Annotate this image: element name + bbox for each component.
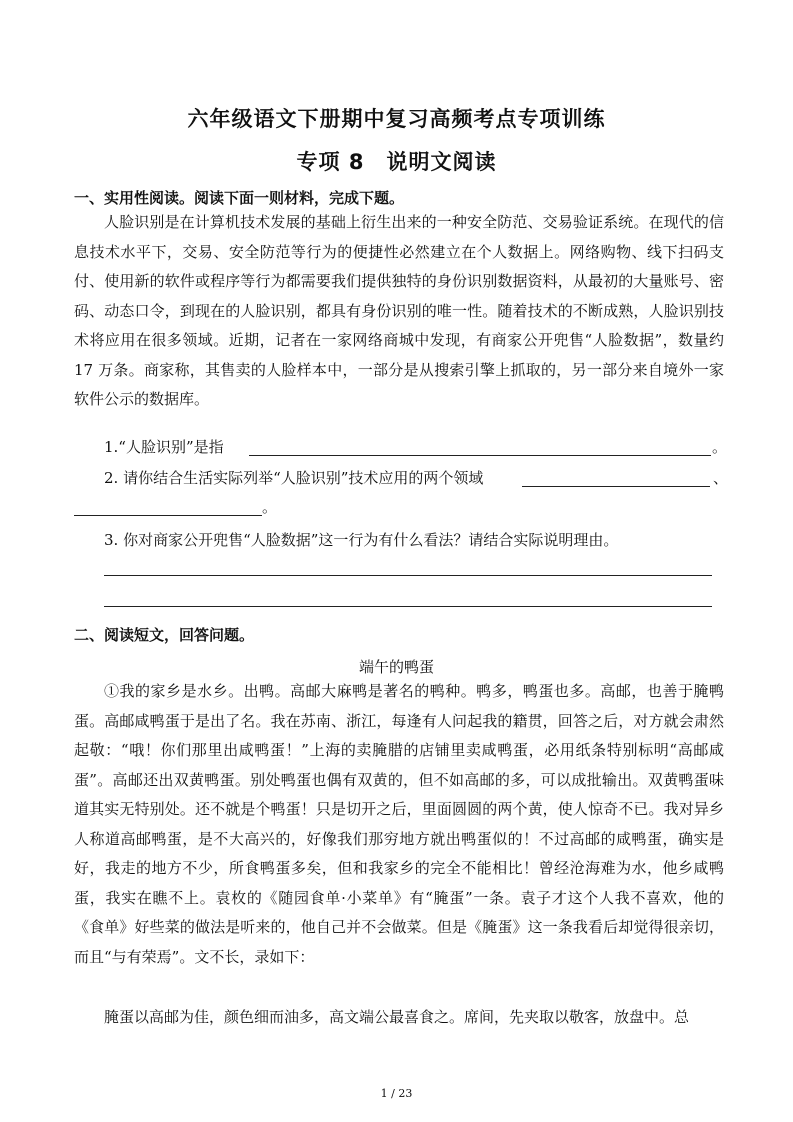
answer-line-q2a[interactable] <box>522 486 710 487</box>
section1-heading: 一、实用性阅读。阅读下面一则材料，完成下题。 <box>74 189 405 207</box>
answer-line-q3a[interactable] <box>104 575 712 576</box>
question-1-end: 。 <box>712 438 728 456</box>
article-paragraph-1: ①我的家乡是水乡。出鸭。高邮大麻鸭是著名的鸭种。鸭多，鸭蛋也多。高邮，也善于腌鸭蛋。高邮咸鸭蛋于是出了名。我在苏南、浙江，每逢有人问起我的籍贯，回答之后，对方就会肃然起敬：“哦！你们那里出咸鸭蛋！”上海的卖腌腊的店铺里卖咸鸭蛋，必用纸条特别标明“高邮咸蛋”。高邮还出双黄鸭蛋。别处鸭蛋也偶有双黄的，但不如高邮的多，可以成批输出。双黄鸭蛋味道其实无特别处。还不就是个鸭蛋！只是切开之后，里面圆圆的两个黄，使人惊奇不已。我对异乡人称道高邮鸭蛋，是不大高兴的，好像我们那穷地方就出鸭蛋似的！不过高邮的咸鸭蛋，确实是好，我走的地方不少，所食鸭蛋多矣，但和我家乡的完全不能相比！曾经沧海难为水，他乡咸鸭蛋，我实在瞧不上。袁枚的《随园食单·小菜单》有“腌蛋”一条。袁子才这个人我不喜欢，他的《食单》好些菜的做法是听来的，他自己并不会做菜。但是《腌蛋》这一条我看后却觉得很亲切，而且“与有荣焉”。文不长，录如下： <box>74 682 724 966</box>
answer-line-q3b[interactable] <box>104 606 712 607</box>
question-2-end: 。 <box>262 498 278 516</box>
question-2: 2. 请你结合生活实际列举“人脸识别”技术应用的两个领域 <box>104 469 484 487</box>
answer-line-q1[interactable] <box>249 455 711 456</box>
page-number: 1 / 23 <box>380 1087 413 1100</box>
answer-line-q2b[interactable] <box>74 515 262 516</box>
page-title: 六年级语文下册期中复习高频考点专项训练 <box>187 107 606 131</box>
section2-heading: 二、阅读短文，回答问题。 <box>74 626 255 644</box>
question-1: 1.“人脸识别”是指 <box>104 438 224 456</box>
article-paragraph-2: 腌蛋以高邮为佳，颜色细而油多，高文端公最喜食之。席间，先夹取以敬客，放盘中。总 <box>104 1008 690 1026</box>
question-2-sep: 、 <box>713 469 729 487</box>
article-title: 端午的鸭蛋 <box>358 658 434 676</box>
page-subtitle: 专项 8 说明文阅读 <box>296 150 497 174</box>
question-3: 3. 你对商家公开兜售“人脸数据”这一行为有什么看法？请结合实际说明理由。 <box>104 531 619 549</box>
section1-passage: 人脸识别是在计算机技术发展的基础上衍生出来的一种安全防范、交易验证系统。在现代的信息技术水平下，交易、安全防范等行为的便捷性必然建立在个人数据上。网络购物、线下扫码支付、使用新的软件或程序等行为都需要我们提供独特的身份识别数据资料，从最初的大量账号、密码、动态口令，到现在的人脸识别，都具有身份识别的唯一性。随着技术的不断成熟，人脸识别技术将应用在很多领域。近期，记者在一家网络商城中发现，有商家公开兜售“人脸数据”，数量约 17 万条。商家称，其售卖的人脸样本中，一部分是从搜索引擎上抓取的，另一部分来自境外一家软件公示的数据库。 <box>74 213 724 408</box>
